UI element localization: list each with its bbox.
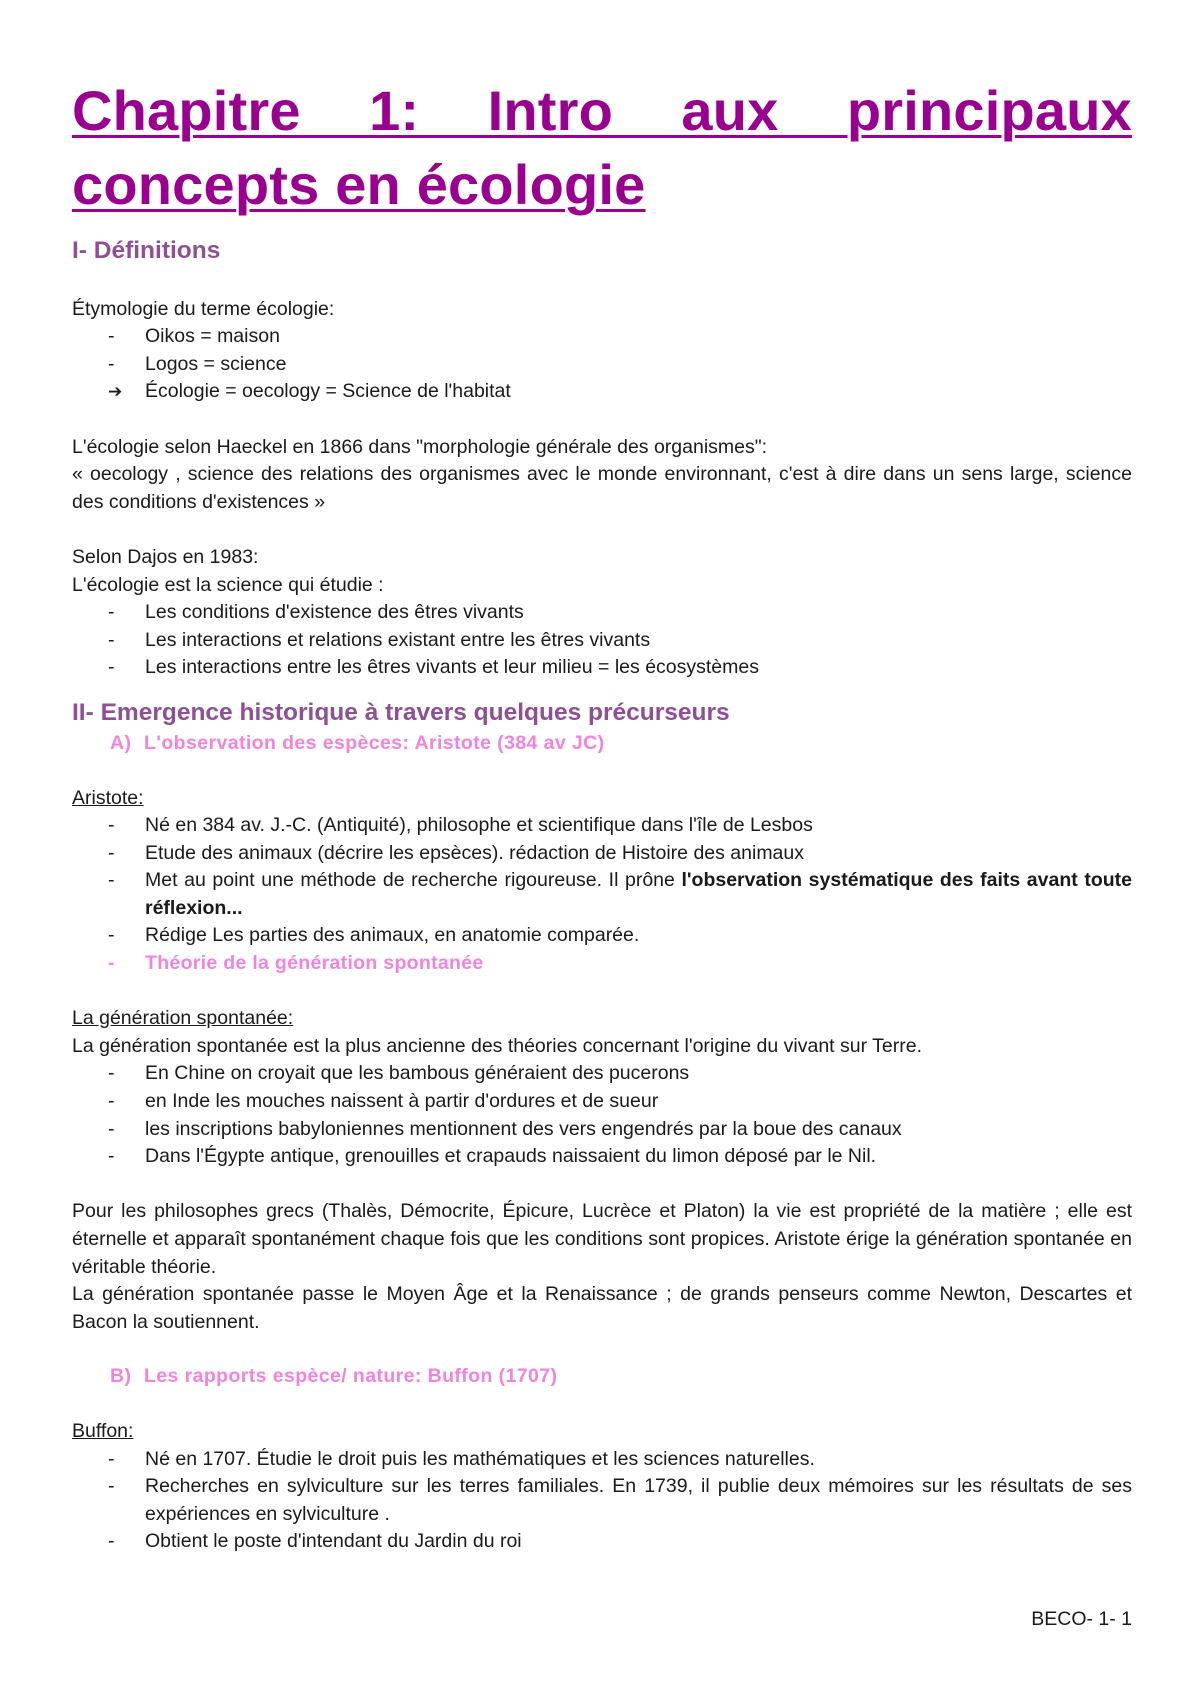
list-item: - Les interactions et relations existant entre les êtres vivants — [72, 627, 1132, 655]
list-item: - Obtient le poste d'intendant du Jardin du roi — [72, 1528, 1132, 1556]
list-item: - Logos = science — [72, 351, 1132, 379]
dajos-intro: Selon Dajos en 1983: — [72, 545, 259, 568]
moyen-age-paragraph: La génération spontanée passe le Moyen Âge et la Renaissance ; de grands penseurs comme Newton, Descartes et Bacon la soutiennent. — [72, 1283, 1132, 1333]
list-item: - Dans l'Égypte antique, grenouilles et crapauds naissaient du limon déposé par le Nil. — [72, 1143, 1132, 1171]
list-item: ➔ Écologie = oecology = Science de l'habitat — [72, 378, 1132, 406]
page-footer: BECO- 1- 1 — [1031, 1608, 1132, 1630]
philosophes-grecs-paragraph: Pour les philosophes grecs (Thalès, Démocrite, Épicure, Lucrèce et Platon) la vie est propriété de la matière ; elle est éternelle et apparaît spontanément chaque fois que les conditions sont propices. Aristote érige la génération spontanée en véritable théorie. — [72, 1200, 1132, 1278]
haeckel-intro: L'écologie selon Haeckel en 1866 dans "morphologie générale des organismes": — [72, 435, 768, 458]
dash-marker: - — [108, 1447, 115, 1470]
dash-marker: - — [108, 352, 115, 375]
dash-marker: - — [108, 924, 115, 947]
list-item: - Né en 384 av. J.-C. (Antiquité), philosophe et scientifique dans l'île de Lesbos — [72, 812, 1132, 840]
generation-spontanee-label: La génération spontanée: — [72, 1007, 294, 1030]
generation-spontanee-list — [72, 1060, 1132, 1170]
buffon-label: Buffon: — [72, 1419, 134, 1442]
dash-marker: - — [108, 656, 115, 679]
dash-marker: - — [108, 1475, 115, 1498]
subsection-heading-aristote: A) L'observation des espèces: Aristote (384 av JC) — [110, 731, 605, 754]
list-item: - les inscriptions babyloniennes mentionnent des vers engendrés par la boue des canaux — [72, 1116, 1132, 1144]
list-item: - Etude des animaux (décrire les epsèces). rédaction de Histoire des animaux — [72, 840, 1132, 868]
dajos-lead: L'écologie est la science qui étudie : — [72, 573, 384, 596]
dash-marker: - — [108, 841, 115, 864]
list-item: - Rédige Les parties des animaux, en anatomie comparée. — [72, 922, 1132, 950]
dash-marker: - — [108, 628, 115, 651]
aristote-list — [72, 812, 1132, 978]
dash-marker: - — [108, 1530, 115, 1553]
dash-marker: - — [108, 1090, 115, 1113]
generation-spontanee-intro: La génération spontanée est la plus ancienne des théories concernant l'origine du vivant sur Terre. — [72, 1034, 922, 1057]
haeckel-quote: « oecology , science des relations des organismes avec le monde environnant, c'est à dire dans un sens large, science des conditions d'existences » — [72, 463, 1132, 513]
dash-marker: - — [108, 814, 115, 837]
document-page — [72, 74, 1132, 1556]
dash-marker: - — [108, 869, 115, 892]
dash-marker: - — [108, 1117, 115, 1140]
dash-marker: - — [108, 1062, 115, 1085]
list-item: - Oikos = maison — [72, 323, 1132, 351]
list-item: - Les interactions entre les êtres vivants et leur milieu = les écosystèmes — [72, 654, 1132, 682]
page-title: Chapitre 1: Intro aux principaux concepts en écologie — [72, 79, 1132, 216]
etymology-list — [72, 323, 1132, 406]
list-item: - Met au point une méthode de recherche rigoureuse. Il prône l'observation systématique des faits avant toute réflexion... — [108, 869, 1132, 919]
dash-marker: - — [108, 325, 115, 348]
arrow-right-icon: ➔ — [108, 382, 123, 402]
list-item: - Né en 1707. Étudie le droit puis les mathématiques et les sciences naturelles. — [72, 1446, 1132, 1474]
dash-marker: - — [108, 1145, 115, 1168]
subsection-heading-buffon: B) Les rapports espèce/ nature: Buffon (1707) — [110, 1365, 558, 1388]
section-heading-definitions: I- Définitions — [72, 237, 221, 264]
dash-marker: - — [108, 952, 115, 975]
list-item: - en Inde les mouches naissent à partir d'ordures et de sueur — [72, 1088, 1132, 1116]
dash-marker: - — [108, 601, 115, 624]
list-item-highlight: - Théorie de la génération spontanée — [72, 950, 1132, 978]
list-item: - Recherches en sylviculture sur les terres familiales. En 1739, il publie deux mémoires sur les résultats de ses expériences en sylviculture . — [108, 1475, 1132, 1525]
buffon-list — [72, 1446, 1132, 1556]
aristote-label: Aristote: — [72, 786, 144, 809]
list-item: - Les conditions d'existence des êtres vivants — [72, 599, 1132, 627]
etymology-intro: Étymologie du terme écologie: — [72, 297, 335, 320]
dajos-list — [72, 599, 1132, 682]
section-heading-emergence: II- Emergence historique à travers quelques précurseurs — [72, 698, 730, 726]
list-item: - En Chine on croyait que les bambous généraient des pucerons — [72, 1060, 1132, 1088]
